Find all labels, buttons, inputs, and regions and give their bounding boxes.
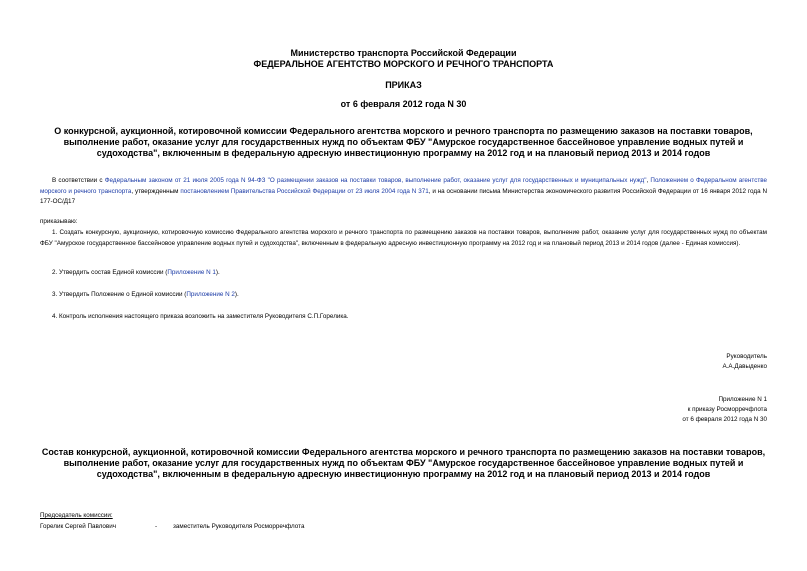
chair-name: Горелик Сергей Павлович xyxy=(40,523,117,530)
appendix-ref-line-1: Приложение N 1 xyxy=(718,396,767,403)
ministry-name: Министерство транспорта Российской Федерации xyxy=(290,48,517,58)
government-decree-link[interactable]: постановлением Правительства Российской Федерации от 23 июля 2004 года N 371 xyxy=(180,187,429,195)
signature-role: Руководитель xyxy=(726,353,767,360)
preamble-text-3: , утвержденным xyxy=(131,187,181,195)
preamble-paragraph xyxy=(40,176,767,208)
preamble-text-1: В соответствии с xyxy=(52,177,105,184)
agency-name: ФЕДЕРАЛЬНОЕ АГЕНТСТВО МОРСКОГО И РЕЧНОГО ТРАНСПОРТА xyxy=(253,59,554,69)
order-item-2 xyxy=(40,268,767,279)
order-item-2-text: 2. Утвердить состав Единой комиссии ( xyxy=(52,269,168,276)
order-item-3-text: 3. Утвердить Положение о Единой комиссии ( xyxy=(52,291,187,298)
member-dash: - xyxy=(155,523,158,530)
appendix-1-link[interactable]: Приложение N 1 xyxy=(167,269,216,276)
preamble-text-2: , xyxy=(646,177,651,184)
order-item-3-end: ). xyxy=(234,291,239,298)
preamble-text-4: , и на основании письма Министерства экономического развития Российской Федерации от 16 января 2012 года N 177-ОС/Д17 xyxy=(40,187,767,205)
signature-name: А.А.Давыденко xyxy=(722,363,767,370)
appendix-2-link[interactable]: Приложение N 2 xyxy=(186,291,235,298)
appendix-title: Состав конкурсной, аукционной, котировочной комиссии Федерального агентства морского и речного транспорта по размещению заказов на поставки товаров, выполнение работ, оказание услуг для государственных нужд по объектам ФБУ "Амурское государственное бассейновое управление водных путей и судоходства", включенным в федеральную адресную инвестиционную программу на 2012 год и на плановый период 2013 и 2014 годов xyxy=(41,447,766,479)
chair-label: Председатель комиссии: xyxy=(40,512,113,519)
order-word: приказываю: xyxy=(40,218,78,225)
appendix-ref-line-2: к приказу Росморречфлота xyxy=(687,406,767,413)
order-item-2-end: ). xyxy=(215,269,220,276)
chair-role: заместитель Руководителя Росморречфлота xyxy=(173,523,305,530)
appendix-ref-line-3: от 6 февраля 2012 года N 30 xyxy=(682,416,767,423)
order-item-1: 1. Создать конкурсную, аукционную, котировочную комиссию Федерального агентства морского и речного транспорта по размещению заказов на поставки товаров, выполнение работ, оказание услуг для государственных нужд по объектам ФБУ "Амурское государственное бассейновое управление водных путей и судоходства", включенным в федеральную адресную инвестиционную программу на 2012 год и на плановый период 2013 и 2014 годов (далее - Единая комиссия). xyxy=(40,229,767,247)
order-item-3 xyxy=(40,290,767,301)
document-date-number: от 6 февраля 2012 года N 30 xyxy=(340,99,467,109)
document-title: О конкурсной, аукционной, котировочной комиссии Федерального агентства морского и речного транспорта по размещению заказов на поставки товаров, выполнение работ, оказание услуг для государственных нужд по объектам ФБУ "Амурское государственное бассейновое управление водных путей и судоходства", включенным в федеральную адресную инвестиционную программу на 2012 год и на плановый период 2013 и 2014 годов xyxy=(54,126,753,158)
federal-law-link[interactable]: Федеральным законом от 21 июля 2005 года N 94-ФЗ "О размещении заказов на поставки товаров, выполнение работ, оказание услуг для государственных и муниципальных нужд" xyxy=(104,177,647,184)
order-item-4: 4. Контроль исполнения настоящего приказа возложить на заместителя Руководителя С.П.Горелика. xyxy=(52,313,349,320)
regulation-link[interactable]: Положением о Федеральном агентстве морского и речного транспорта xyxy=(40,177,768,195)
document-type: ПРИКАЗ xyxy=(385,80,422,90)
